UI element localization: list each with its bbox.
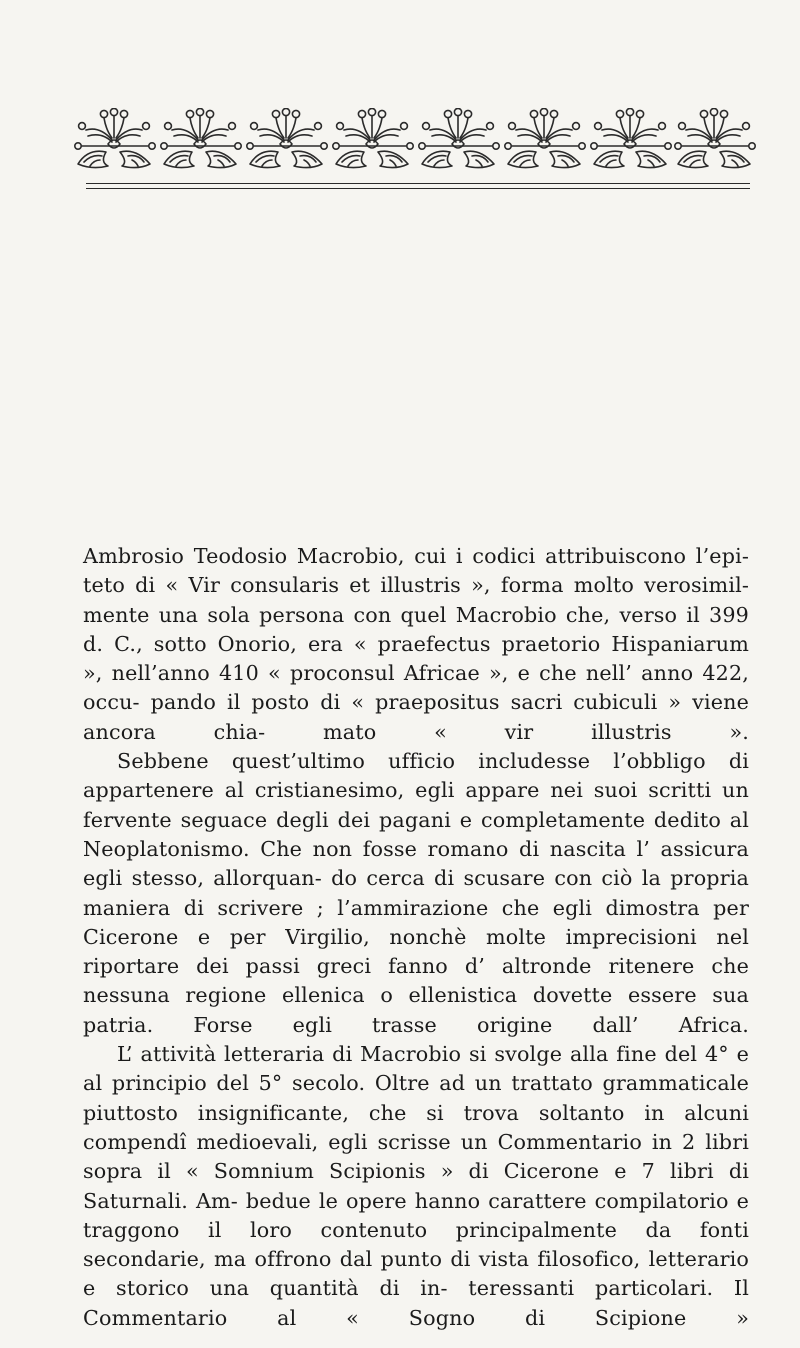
divider-rule-top bbox=[86, 183, 750, 184]
floral-frieze-icon bbox=[72, 108, 758, 186]
paragraph-1: Ambrosio Teodosio Macrobio, cui i codici attribuiscono l’epi- teto di « Vir consularis et illustris », forma molto verosimil- mente una sola persona con quel Macrobio che, verso il 399 d. C., sotto Onorio, era « praefectus praetorio Hispaniarum », nell’anno 410 « proconsul Africae », e che nell’ anno 422, occu- pando il posto di « praepositus sacri cubiculi » viene ancora chia- mato « vir illustris ». bbox=[83, 544, 749, 744]
paragraph-3: L’ attività letteraria di Macrobio si svolge alla fine del 4° e al principio del 5° secolo. Oltre ad un trattato grammaticale piuttosto insignificante, che si trova soltanto in alcuni compendî medioevali, egli scrisse un Commentario in 2 libri sopra il « Somnium Scipionis » di Cicerone e 7 libri di Saturnali. Am- bedue le opere hanno carattere compilatorio e traggono il loro contenuto principalmente da fonti secondarie, ma offrono dal punto di vista filosofico, letterario e storico una quantità di in- teressanti particolari. Il Commentario al « Sogno di Scipione » bbox=[83, 1042, 749, 1330]
body-text bbox=[83, 542, 749, 1333]
paragraph-2: Sebbene quest’ultimo ufficio includesse l’obbligo di appartenere al cristianesimo, egli appare nei suoi scritti un fervente seguace degli dei pagani e completamente dedito al Neoplatonismo. Che non fosse romano di nascita l’ assicura egli stesso, allorquan- do cerca di scusare con ciò la propria maniera di scrivere ; l’ammirazione che egli dimostra per Cicerone e per Virgilio, nonchè molte imprecisioni nel riportare dei passi greci fanno d’ altronde ritenere che nessuna regione ellenica o ellenistica dovette essere sua patria. Forse egli trasse origine dall’ Africa. bbox=[83, 749, 749, 1037]
divider-rule-bottom bbox=[86, 188, 750, 189]
